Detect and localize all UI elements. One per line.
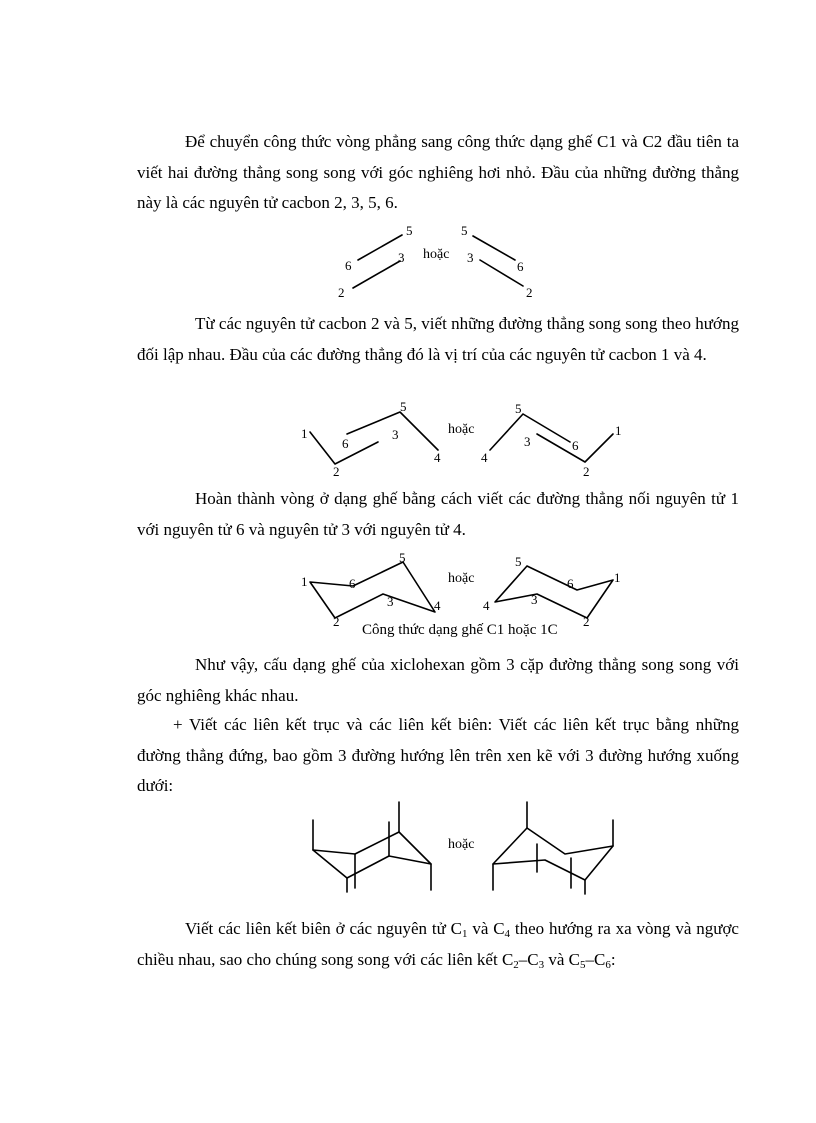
bond-2-3-left	[353, 261, 400, 288]
atom-label: 3	[467, 250, 474, 265]
figure-caption: Công thức dạng ghế C1 hoặc 1C	[362, 622, 558, 638]
left-axial-chair-ring	[313, 832, 431, 878]
or-label: hoặc	[448, 422, 475, 437]
paragraph-5: + Viết các liên kết trục và các liên kết biên: Viết các liên kết trục bằng những đường thẳng đứng, bao gồm 3 đường hướng lên trên xen kẽ với 3 đường hướng xuống dưới:	[137, 715, 739, 795]
bond-5-6-right	[473, 236, 515, 260]
figure-complete-chair	[295, 550, 635, 632]
atom-label: 3	[392, 427, 399, 442]
atom-label: 2	[526, 285, 533, 300]
atom-label: 1	[615, 423, 622, 438]
atom-label: 6	[342, 436, 349, 451]
atom-label: 5	[400, 399, 407, 414]
paragraph-6: Viết các liên kết biên ở các nguyên tử $C_1$ và $C_4$ theo hướng ra xa vòng và ngược chiều nhau, sao cho chúng song song với các liên kết $C_2-C_3$ và $C_5-C_6$:	[137, 919, 739, 971]
atom-label: 5	[406, 223, 413, 238]
atom-label: 1	[301, 574, 308, 589]
atom-label: 6	[517, 259, 524, 274]
paragraph-2: Từ các nguyên tử cacbon 2 và 5, viết những đường thẳng song song theo hướng đối lập nhau. Đầu của các đường thẳng đó là vị trí của các nguyên tử cacbon 1 và 4.	[137, 314, 739, 364]
atom-label: 4	[434, 598, 441, 613]
paragraph-1: Để chuyển công thức vòng phẳng sang công thức dạng ghế C1 và C2 đầu tiên ta viết hai đường thẳng song song với góc nghiêng hơi nhỏ. Đầu của những đường thẳng này là các nguyên tử cacbon 2, 3, 5, 6.	[137, 132, 739, 212]
atom-label: 3	[398, 250, 405, 265]
or-label: hoặc	[448, 571, 475, 586]
atom-label: 2	[338, 285, 345, 300]
or-label: hoặc	[448, 837, 475, 852]
atom-label: 5	[399, 550, 406, 565]
atom-label: 6	[572, 438, 579, 453]
or-label: hoặc	[423, 247, 450, 262]
atom-label: 4	[481, 450, 488, 465]
atom-label: 4	[483, 598, 490, 613]
atom-label: 3	[387, 594, 394, 609]
atom-label: 6	[345, 258, 352, 273]
figure-partial-chair	[295, 400, 635, 485]
atom-label: 5	[461, 223, 468, 238]
atom-label: 6	[567, 576, 574, 591]
right-axial-chair-ring	[493, 828, 613, 880]
atom-label: 2	[583, 614, 590, 629]
atom-label: 3	[524, 434, 531, 449]
atom-label: 1	[614, 570, 621, 585]
figure-parallel-lines	[330, 222, 550, 304]
paragraph-3: Hoàn thành vòng ở dạng ghế bằng cách viết các đường thẳng nối nguyên tử 1 với nguyên tử 6 và nguyên tử 3 với nguyên tử 4.	[137, 489, 739, 539]
right-chair-ring	[495, 566, 613, 618]
atom-label: 6	[349, 576, 356, 591]
atom-label: 2	[583, 464, 590, 479]
atom-label: 2	[333, 614, 340, 629]
atom-label: 3	[531, 592, 538, 607]
atom-label: 1	[301, 426, 308, 441]
atom-label: 2	[333, 464, 340, 479]
figure-axial-bonds	[295, 800, 635, 900]
atom-label: 5	[515, 554, 522, 569]
atom-label: 4	[434, 450, 441, 465]
left-chair-ring	[310, 562, 435, 618]
atom-label: 5	[515, 401, 522, 416]
paragraph-4: Như vậy, cấu dạng ghế của xiclohexan gồm 3 cặp đường thẳng song song với góc nghiêng khác nhau.	[137, 655, 739, 705]
bond-6-5-left	[358, 235, 402, 260]
